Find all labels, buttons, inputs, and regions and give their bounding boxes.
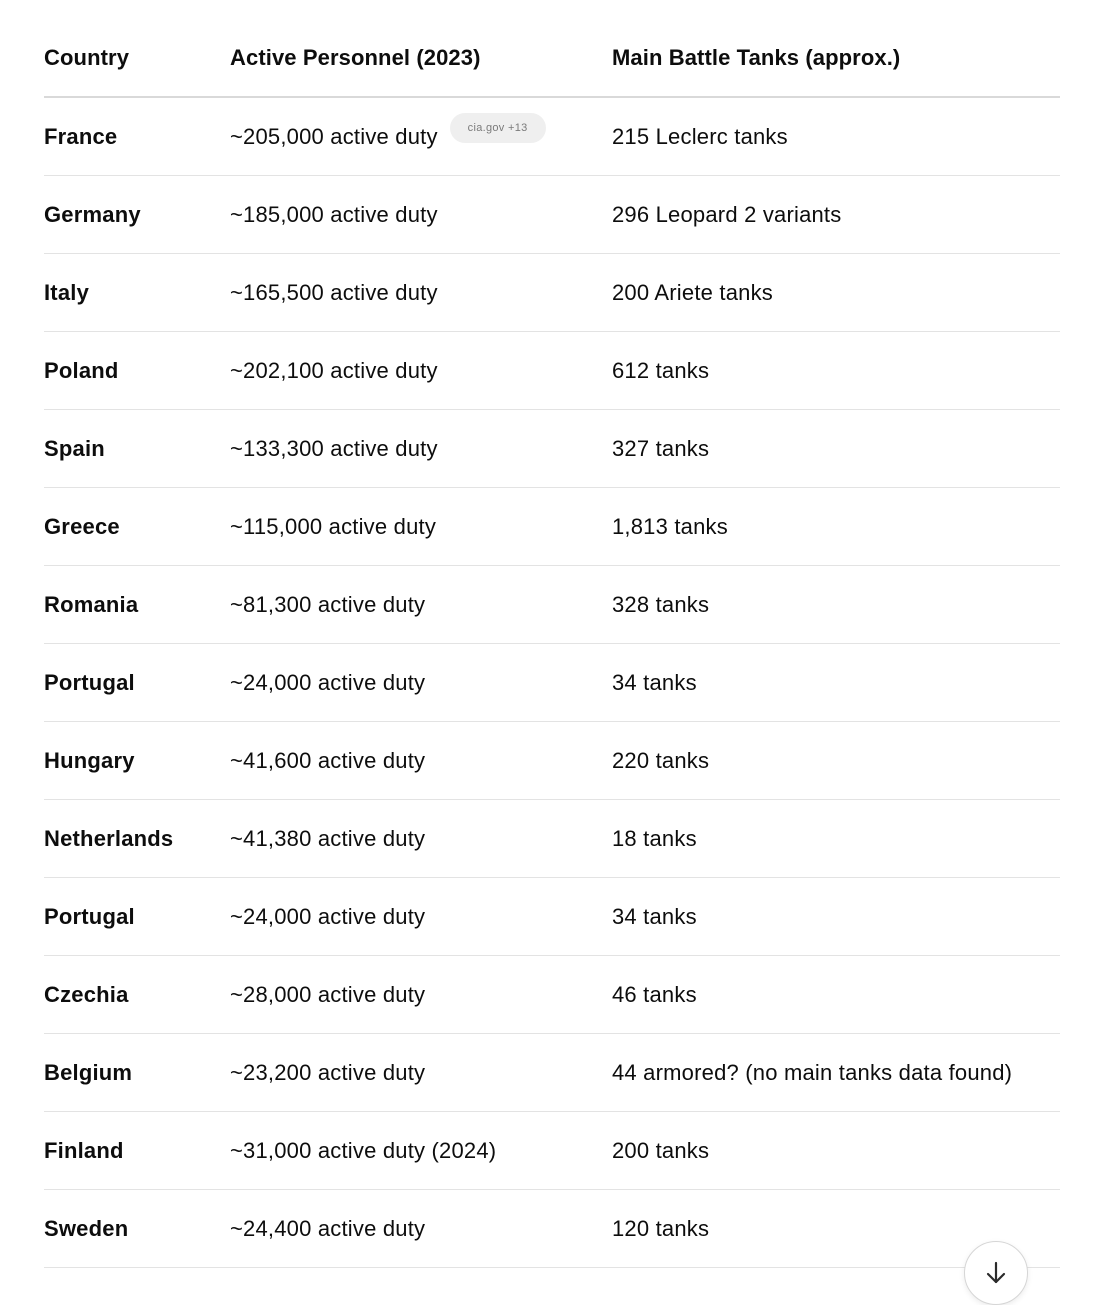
personnel-cell: ~41,380 active duty	[230, 800, 612, 878]
tanks-cell: 327 tanks	[612, 410, 1060, 488]
personnel-cell: ~31,000 active duty (2024)	[230, 1112, 612, 1190]
table-row	[44, 332, 1060, 410]
country-cell: Hungary	[44, 722, 230, 800]
table-row	[44, 800, 1060, 878]
table-row	[44, 878, 1060, 956]
personnel-cell: ~165,500 active duty	[230, 254, 612, 332]
tanks-cell: 200 Ariete tanks	[612, 254, 1060, 332]
tanks-cell: 612 tanks	[612, 332, 1060, 410]
table-row	[44, 97, 1060, 176]
personnel-with-source	[230, 121, 546, 150]
header-country: Country	[44, 20, 230, 97]
source-citation-badge[interactable]: cia.gov +13	[450, 113, 546, 143]
country-cell: Poland	[44, 332, 230, 410]
personnel-cell: ~24,000 active duty	[230, 878, 612, 956]
country-cell: Belgium	[44, 1034, 230, 1112]
country-cell: Sweden	[44, 1190, 230, 1268]
table-row	[44, 488, 1060, 566]
table-row	[44, 566, 1060, 644]
tanks-cell: 296 Leopard 2 variants	[612, 176, 1060, 254]
country-cell: Greece	[44, 488, 230, 566]
personnel-cell: ~202,100 active duty	[230, 332, 612, 410]
personnel-cell: ~185,000 active duty	[230, 176, 612, 254]
table-row	[44, 1190, 1060, 1268]
country-cell: Portugal	[44, 878, 230, 956]
country-cell: Netherlands	[44, 800, 230, 878]
personnel-cell: ~133,300 active duty	[230, 410, 612, 488]
table-header-row	[44, 20, 1060, 97]
country-cell: Portugal	[44, 644, 230, 722]
tanks-cell: 44 armored? (no main tanks data found)	[612, 1034, 1060, 1112]
table-row	[44, 254, 1060, 332]
personnel-cell: ~81,300 active duty	[230, 566, 612, 644]
personnel-cell: ~23,200 active duty	[230, 1034, 612, 1112]
personnel-value: ~205,000 active duty	[230, 123, 438, 149]
tanks-cell: 34 tanks	[612, 878, 1060, 956]
tanks-cell: 328 tanks	[612, 566, 1060, 644]
tanks-cell: 1,813 tanks	[612, 488, 1060, 566]
personnel-cell: ~24,000 active duty	[230, 644, 612, 722]
tanks-cell: 220 tanks	[612, 722, 1060, 800]
table-row	[44, 176, 1060, 254]
country-cell: Czechia	[44, 956, 230, 1034]
table-row	[44, 644, 1060, 722]
tanks-cell: 215 Leclerc tanks	[612, 97, 1060, 176]
tanks-cell: 46 tanks	[612, 956, 1060, 1034]
table-row	[44, 722, 1060, 800]
header-active-personnel: Active Personnel (2023)	[230, 20, 612, 97]
personnel-cell: ~28,000 active duty	[230, 956, 612, 1034]
tanks-cell: 200 tanks	[612, 1112, 1060, 1190]
tanks-cell: 34 tanks	[612, 644, 1060, 722]
country-cell: Germany	[44, 176, 230, 254]
tanks-cell: 120 tanks	[612, 1190, 1060, 1268]
table-row	[44, 1034, 1060, 1112]
arrow-down-icon	[984, 1242, 1008, 1291]
country-cell: Italy	[44, 254, 230, 332]
military-comparison-table-container	[44, 20, 1060, 1268]
country-cell: Romania	[44, 566, 230, 644]
table-row	[44, 956, 1060, 1034]
table-row	[44, 410, 1060, 488]
personnel-cell: ~41,600 active duty	[230, 722, 612, 800]
military-comparison-table	[44, 20, 1060, 1268]
scroll-to-bottom-button[interactable]	[964, 1241, 1028, 1305]
personnel-cell	[230, 97, 612, 176]
country-cell: Finland	[44, 1112, 230, 1190]
personnel-cell: ~24,400 active duty	[230, 1190, 612, 1268]
country-cell: France	[44, 97, 230, 176]
table-row	[44, 1112, 1060, 1190]
personnel-cell: ~115,000 active duty	[230, 488, 612, 566]
tanks-cell: 18 tanks	[612, 800, 1060, 878]
header-main-battle-tanks: Main Battle Tanks (approx.)	[612, 20, 1060, 97]
country-cell: Spain	[44, 410, 230, 488]
